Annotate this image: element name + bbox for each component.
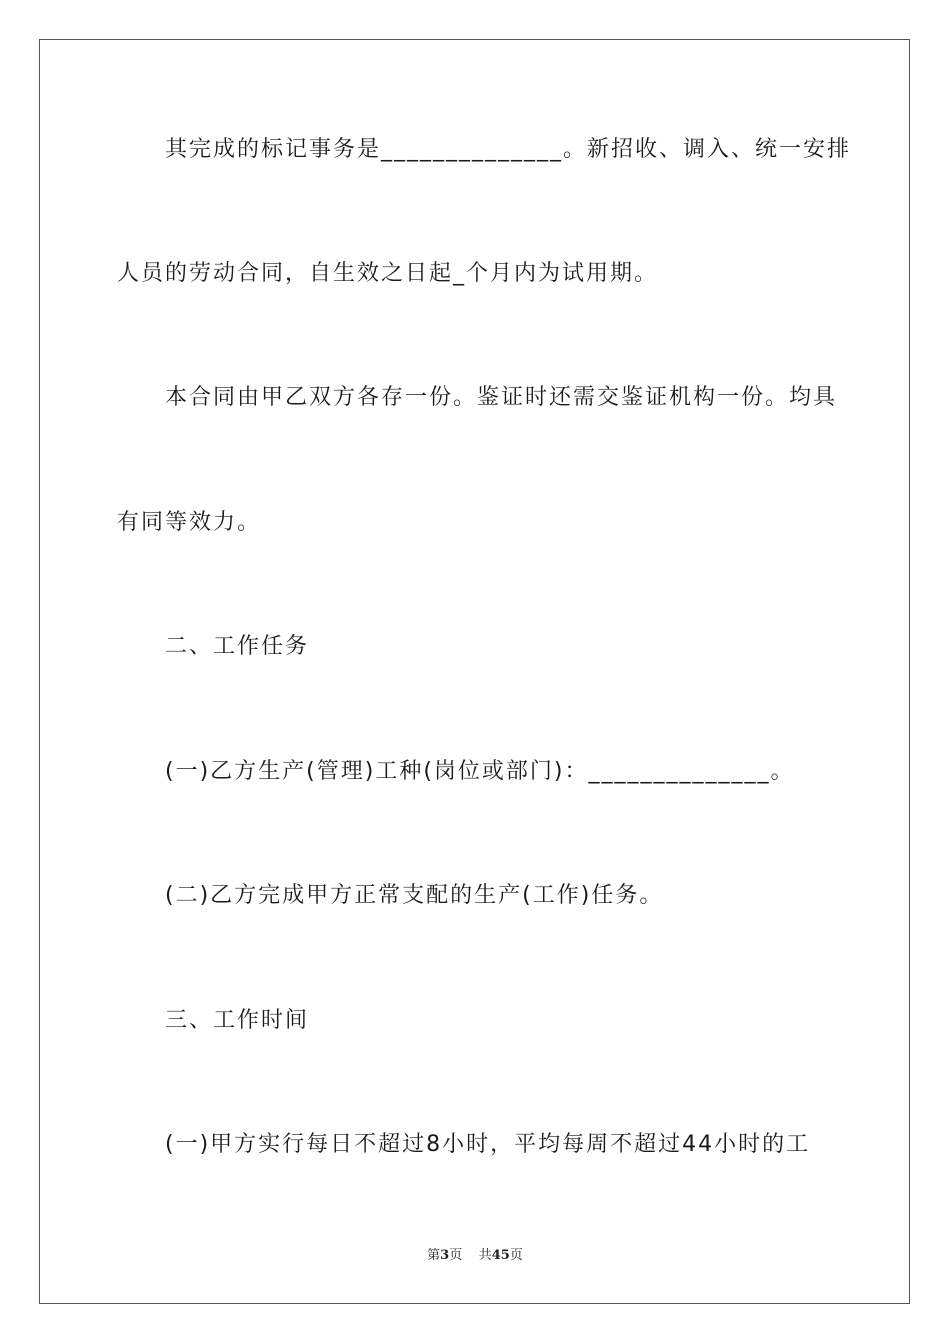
total-prefix: 共 — [478, 1248, 492, 1263]
section-heading-work-hours: 三、工作时间 — [117, 1008, 310, 1033]
total-pages: 45 — [491, 1248, 510, 1263]
body-line-2: 人员的劳动合同，自生效之日起_个月内为试用期。 — [117, 261, 659, 286]
page-prefix: 第 — [427, 1248, 441, 1263]
body-line-1: 其完成的标记事务是______________。新招收、调入、统一安排 — [117, 137, 852, 162]
page-footer — [0, 1246, 950, 1266]
total-suffix: 页 — [509, 1248, 523, 1263]
body-line-3: 本合同由甲乙双方各存一份。鉴证时还需交鉴证机构一份。均具 — [117, 385, 838, 410]
page-suffix: 页 — [449, 1248, 463, 1263]
section-heading-work-tasks: 二、工作任务 — [117, 634, 310, 659]
body-line-7: (二)乙方完成甲方正常支配的生产(工作)任务。 — [117, 883, 664, 908]
body-line-4: 有同等效力。 — [117, 510, 262, 535]
body-line-9: (一)甲方实行每日不超过8小时，平均每周不超过44小时的工 — [117, 1132, 811, 1157]
page-frame — [39, 39, 910, 1304]
page-number: 3 — [440, 1248, 450, 1263]
body-line-6: (一)乙方生产(管理)工种(岗位或部门)：______________。 — [117, 759, 795, 784]
